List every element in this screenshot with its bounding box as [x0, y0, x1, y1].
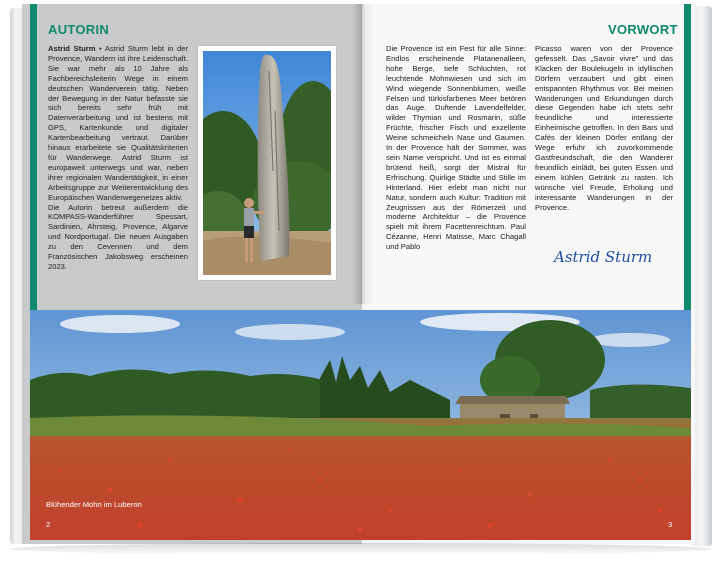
page-stack-right — [692, 6, 712, 546]
signature-text: Astrid Sturm — [554, 248, 653, 266]
author-signature — [552, 236, 662, 276]
signature-icon — [552, 236, 662, 276]
book-shadow — [10, 543, 712, 555]
foreword-column-2: Picasso waren von der Provence gefesselt. Das „Savoir vivre" und das Klacken der Boulekugeln in idyllischen Dörfern verzaubert und gibt einen entspannten Rhythmus vor. Bei meinen Wanderungen und Erkundungen durch diese Gegenden habe ich stets sehr freundliche und interessierte Einheimische getroffen. In den Bars und Cafés der kleinen Dörfer entlang der Wege erfuhr ich zuvorkommende Gastfreundschaft, die den Wanderer freundlich einlädt, bei guten Essen und einem kühlen Getränk zu rasten. Ich wünsche viel Freude, Erholung und interessante Wanderungen in der Provence. — [535, 44, 673, 212]
foreword-column-1: Die Provence ist ein Fest für alle Sinne: Endlos erscheinende Platanenalleen, hohe Berge, tiefe Schluchten, rot leuchtende Mohnwiesen und sich im Wind wiegende Sonnenblumen, weiße Felsen und türkisfarbenes Meer betören das Auge. Duftende Lavendelfelder, wilder Thymian und Rosmarin, süße Früchte, frischer Fisch und exzellente Weine schmeicheln Nase und Gaumen. In der Provence hält der Sommer, was sein Name verspricht. Und ist es einmal brütend heiß, sorgt der Mistral für Erfrischung. Quirlige Städte und Stille im Hinterland. Hier erlebt man nicht nur Natur, sondern auch Kultur: Tradition mit Zeugnissen aus der Römerzeit und moderne Architektur – die Provence spielt mit ihrem Facettenreichtum. Paul Cézanne, Henri Matisse, Marc Chagall und Pablo — [386, 44, 526, 252]
menhir-illustration — [203, 51, 331, 275]
author-photo-menhir — [203, 51, 331, 275]
page-number-right: 3 — [668, 520, 673, 529]
book-spine-shadow — [352, 4, 374, 304]
foreword-heading: VORWORT — [608, 22, 678, 37]
author-bio-text-2: Die Autorin betreut außerdem die KOMPASS-Wanderführer Spessart, Sardinien, Ahrsteig, Provence, Algarve und Nordportugal. Die neuen Ausgaben zu den Cevennen und dem Französischen Jakobsweg erscheinen 2023. — [48, 202, 188, 271]
page-number-left: 2 — [46, 520, 51, 529]
author-heading: AUTORIN — [48, 22, 110, 37]
author-bio — [48, 44, 188, 272]
photo-caption: Blühender Mohn im Luberon — [46, 500, 142, 509]
author-name: Astrid Sturm — [48, 44, 96, 53]
author-bio-text: • Astrid Sturm lebt in der Provence, Wandern ist ihre Leidenschaft. Sie war mehr als 10 Jahre als Fachbereichsleiterin Wege in einem deutschen Wanderverein tätig. Neben der Bewegung in der Natur befasste sie sich bereits sehr früh mit Datenverarbeitung und ist bestens mit GPS, Kartenkunde und digitaler Kartenbearbeitung vertraut. Darüber hinaus erarbeitete sie Qualitätskriterien für Wanderwege. Astrid Sturm ist europaweit unterwegs und war, neben ihrer regionalen Wandertätigkeit, in einer Arbeitsgruppe zur Weiterentwicklung des Europäischen Wanderwegenetzes aktiv. — [48, 44, 188, 202]
